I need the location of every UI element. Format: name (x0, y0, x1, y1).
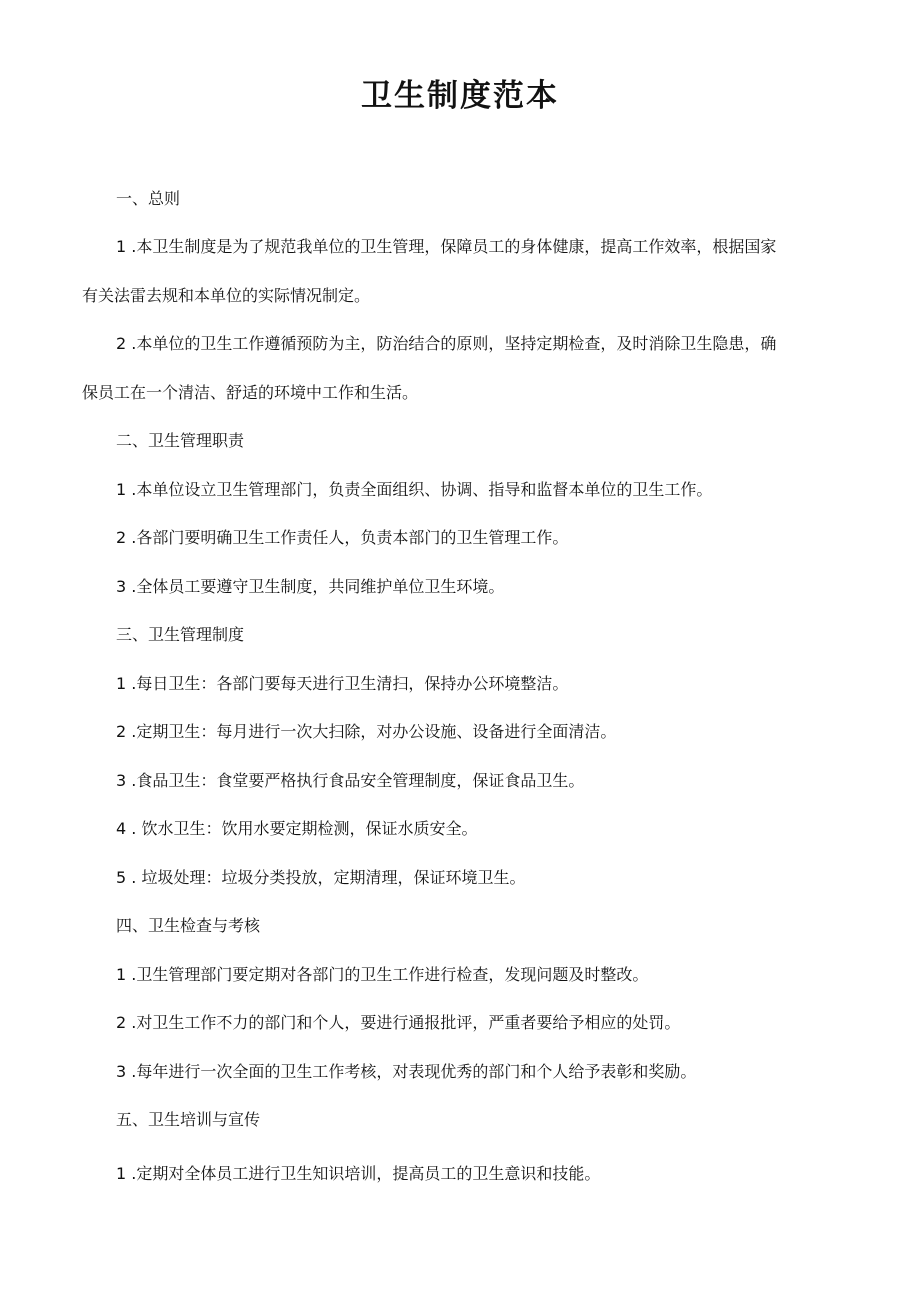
paragraph-line: 2 .各部门要明确卫生工作责任人，负责本部门的卫生管理工作。 (116, 528, 569, 547)
paragraph-line: 3 .全体员工要遵守卫生制度，共同维护单位卫生环境。 (116, 577, 505, 596)
section-heading-training: 五、卫生培训与宣传 (116, 1110, 261, 1129)
section-heading-inspection: 四、卫生检查与考核 (116, 916, 261, 935)
paragraph-line: 1 .卫生管理部门要定期对各部门的卫生工作进行检查，发现问题及时整改。 (116, 965, 649, 984)
paragraph-line: 3 .每年进行一次全面的卫生工作考核，对表现优秀的部门和个人给予表彰和奖励。 (116, 1062, 697, 1081)
paragraph-line: 4 . 饮水卫生：饮用水要定期检测，保证水质安全。 (116, 819, 478, 838)
paragraph-line: 1 .定期对全体员工进行卫生知识培训，提高员工的卫生意识和技能。 (116, 1164, 601, 1183)
paragraph-line: 2 .本单位的卫生工作遵循预防为主，防治结合的原则，坚持定期检查，及时消除卫生隐患，确 (116, 334, 777, 353)
paragraph-line: 有关法雷去规和本单位的实际情况制定。 (82, 286, 371, 305)
paragraph-line: 1 .每日卫生：各部门要每天进行卫生清扫，保持办公环境整洁。 (116, 674, 569, 693)
paragraph-line: 3 .食品卫生：食堂要严格执行食品安全管理制度，保证食品卫生。 (116, 771, 585, 790)
document-title: 卫生制度范本 (361, 78, 559, 114)
paragraph-line: 1 .本卫生制度是为了规范我单位的卫生管理，保障员工的身体健康，提高工作效率，根据国家 (116, 237, 777, 256)
paragraph-line: 1 .本单位设立卫生管理部门，负责全面组织、协调、指导和监督本单位的卫生工作。 (116, 480, 713, 499)
paragraph-line: 5 . 垃圾处理：垃圾分类投放，定期清理，保证环境卫生。 (116, 868, 526, 887)
paragraph-line: 2 .对卫生工作不力的部门和个人，要进行通报批评，严重者要给予相应的处罚。 (116, 1013, 681, 1032)
paragraph-line: 2 .定期卫生：每月进行一次大扫除，对办公设施、设备进行全面清洁。 (116, 722, 617, 741)
section-heading-rules: 三、卫生管理制度 (116, 625, 245, 644)
section-heading-duties: 二、卫生管理职责 (116, 431, 245, 450)
paragraph-line: 保员工在一个清洁、舒适的环境中工作和生活。 (82, 383, 419, 402)
section-heading-general: 一、总则 (116, 189, 181, 208)
